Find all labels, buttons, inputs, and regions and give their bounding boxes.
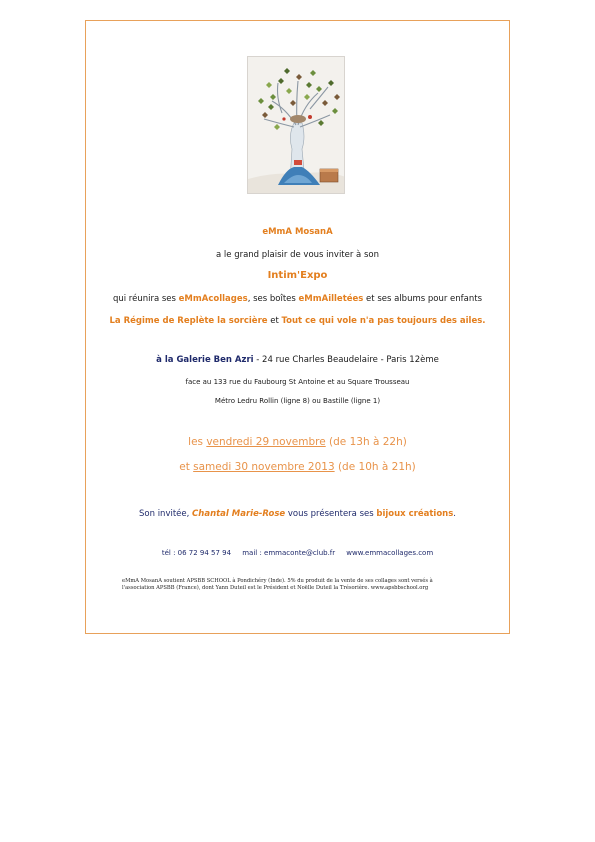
albums-line — [85, 316, 510, 326]
date-1-prefix: les — [188, 436, 207, 448]
venue-line — [85, 355, 510, 365]
footer-note: eMmA MosanA soutient APSBB SCHOOL à Pondichéry (Inde). 5% du produit de la vente de ses collages sont versés à l'association APSBB (France), dont Yann Duteil est le Président et Noëlle Duteil la Trésorière. www.apsbbschool.org — [122, 578, 433, 591]
venue-landmark: face au 133 rue du Faubourg St Antoine et au Square Trousseau — [185, 378, 410, 386]
contact-phone: tél : 06 72 94 57 94 — [161, 549, 232, 557]
date-line-2 — [85, 461, 510, 473]
guest-suffix: . — [453, 509, 456, 519]
venue-metro: Métro Ledru Rollin (ligne 8) ou Bastille (ligne 1) — [214, 397, 381, 405]
guest-prefix: Son invitée, — [139, 509, 193, 519]
guest-name: Chantal Marie-Rose — [192, 509, 286, 519]
description-part1: qui réunira ses — [112, 294, 179, 304]
invite-line: a le grand plaisir de vous inviter à son — [215, 250, 379, 260]
guest-line — [85, 509, 510, 519]
date-1-hours: (de 13h à 22h) — [325, 436, 407, 448]
album-title-1: La Régime de Replète la sorcière — [109, 316, 268, 326]
description-part2: , ses boîtes — [247, 294, 299, 304]
venue-address: - 24 rue Charles Beaudelaire - Paris 12ème — [253, 355, 439, 365]
expo-title: Intim'Expo — [267, 270, 328, 281]
guest-middle: vous présentera ses — [285, 509, 377, 519]
contact-line — [85, 549, 510, 557]
gallery-name: à la Galerie Ben Azri — [156, 355, 254, 365]
artist-name: eMmA MosanA — [262, 227, 333, 237]
artwork-photo-tree — [247, 56, 345, 194]
guest-items: bijoux créations — [376, 509, 454, 519]
date-2-day: samedi 30 novembre 2013 — [193, 461, 335, 473]
description-line — [85, 294, 510, 304]
date-line-1 — [85, 436, 510, 448]
date-2-hours: (de 10h à 21h) — [334, 461, 416, 473]
album-title-2: Tout ce qui vole n'a pas toujours des ailes. — [281, 316, 486, 326]
description-part3: et ses albums pour enfants — [363, 294, 483, 304]
collages-name: eMmAcollages — [178, 294, 248, 304]
tree-collage-image — [248, 57, 345, 194]
ailletees-name: eMmAilletées — [298, 294, 364, 304]
date-1-day: vendredi 29 novembre — [206, 436, 326, 448]
contact-mail: mail : emmaconte@club.fr — [242, 549, 336, 557]
contact-website-link[interactable]: www.emmacollages.com — [346, 549, 434, 557]
albums-connector: et — [267, 316, 282, 326]
date-2-prefix: et — [179, 461, 194, 473]
